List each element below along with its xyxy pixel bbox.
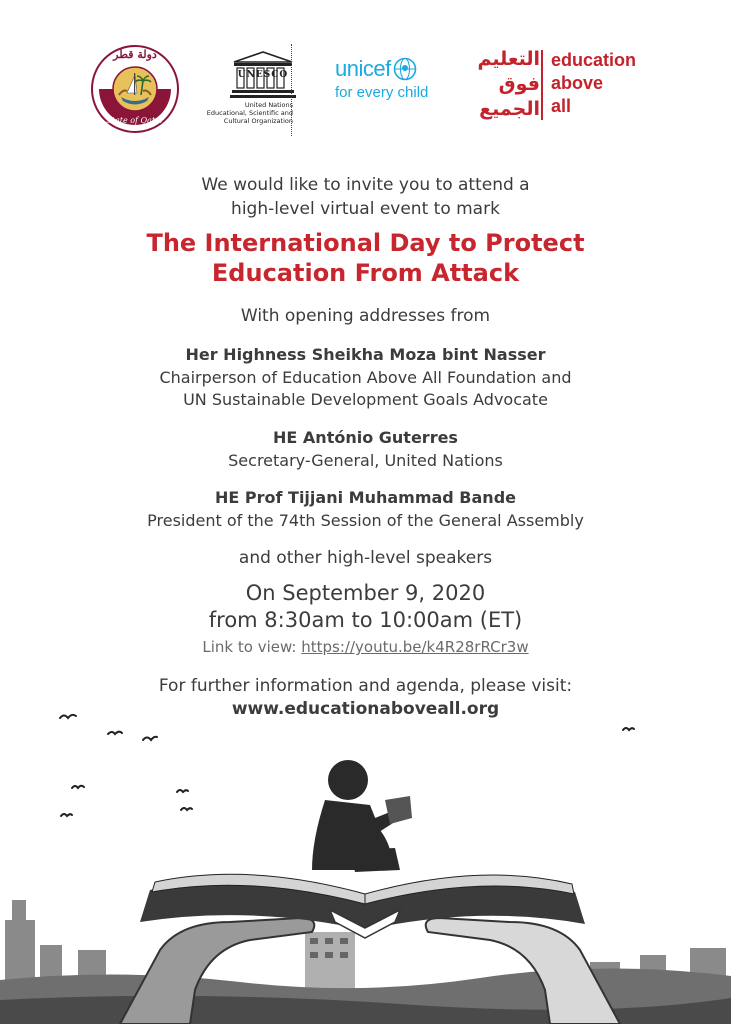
- event-title: Education From Attack: [211, 259, 520, 287]
- opening-addresses-lead: With opening addresses from: [240, 306, 491, 326]
- eaa-divider: [541, 50, 543, 120]
- qatar-english-name: State of Qatar: [106, 116, 164, 125]
- logo-divider: [291, 44, 292, 136]
- other-speakers-note: and other high-level speakers: [238, 548, 493, 568]
- unesco-subtitle: [198, 101, 293, 125]
- qatar-arabic-name: دولة قطر: [113, 48, 157, 61]
- speaker-role: Chairperson of Education Above All Foundation and: [159, 368, 572, 387]
- eaa-arabic-line: التعليم: [477, 48, 540, 70]
- unicef-tagline: for every child: [335, 84, 429, 101]
- event-date: On September 9, 2020: [245, 581, 486, 605]
- eaa-english-line: all: [551, 96, 572, 116]
- view-link-line: [0, 638, 731, 656]
- website-link[interactable]: www.educationaboveall.org: [231, 699, 500, 719]
- state-of-qatar-emblem: [91, 45, 179, 133]
- speaker-name: HE Prof Tijjani Muhammad Bande: [215, 488, 516, 507]
- eaa-arabic-wordmark: [470, 47, 540, 122]
- view-link-label: Link to view:: [202, 638, 297, 656]
- reading-child-illustration: [0, 700, 731, 1024]
- intro-line: We would like to invite you to attend a: [201, 175, 530, 195]
- eaa-english-line: above: [551, 73, 604, 93]
- speaker-name: HE António Guterres: [273, 428, 458, 447]
- speaker-role: President of the 74th Session of the General Assembly: [147, 511, 584, 530]
- intro-line: high-level virtual event to mark: [231, 199, 500, 219]
- speaker-name: Her Highness Sheikha Moza bint Nasser: [185, 345, 546, 364]
- birds-icon: [60, 700, 662, 816]
- unicef-name: unicef: [335, 56, 391, 81]
- unesco-subtitle-line: Cultural Organization: [223, 117, 293, 125]
- unesco-subtitle-line: Educational, Scientific and: [206, 109, 293, 117]
- unicef-logo: [335, 56, 428, 101]
- logo-bar: [0, 40, 731, 140]
- eaa-english-line: education: [551, 50, 637, 70]
- eaa-arabic-line: الجميع: [479, 98, 540, 120]
- eaa-arabic-line: فوق: [498, 73, 540, 95]
- speaker-role: Secretary-General, United Nations: [228, 451, 503, 470]
- further-info-text: For further information and agenda, please visit:: [158, 676, 573, 696]
- event-title: The International Day to Protect: [146, 229, 585, 257]
- child-reading-silhouette: [312, 760, 412, 872]
- eaa-english-wordmark: [551, 49, 636, 118]
- unesco-name: UNESCO: [237, 70, 289, 80]
- event-time: from 8:30am to 10:00am (ET): [208, 608, 523, 632]
- unicef-globe-icon: [393, 57, 417, 81]
- youtube-link[interactable]: https://youtu.be/k4R28rRCr3w: [301, 638, 529, 656]
- unesco-subtitle-line: United Nations: [244, 101, 293, 109]
- speaker-role: UN Sustainable Development Goals Advocate: [183, 390, 548, 409]
- unesco-logo: [228, 50, 298, 104]
